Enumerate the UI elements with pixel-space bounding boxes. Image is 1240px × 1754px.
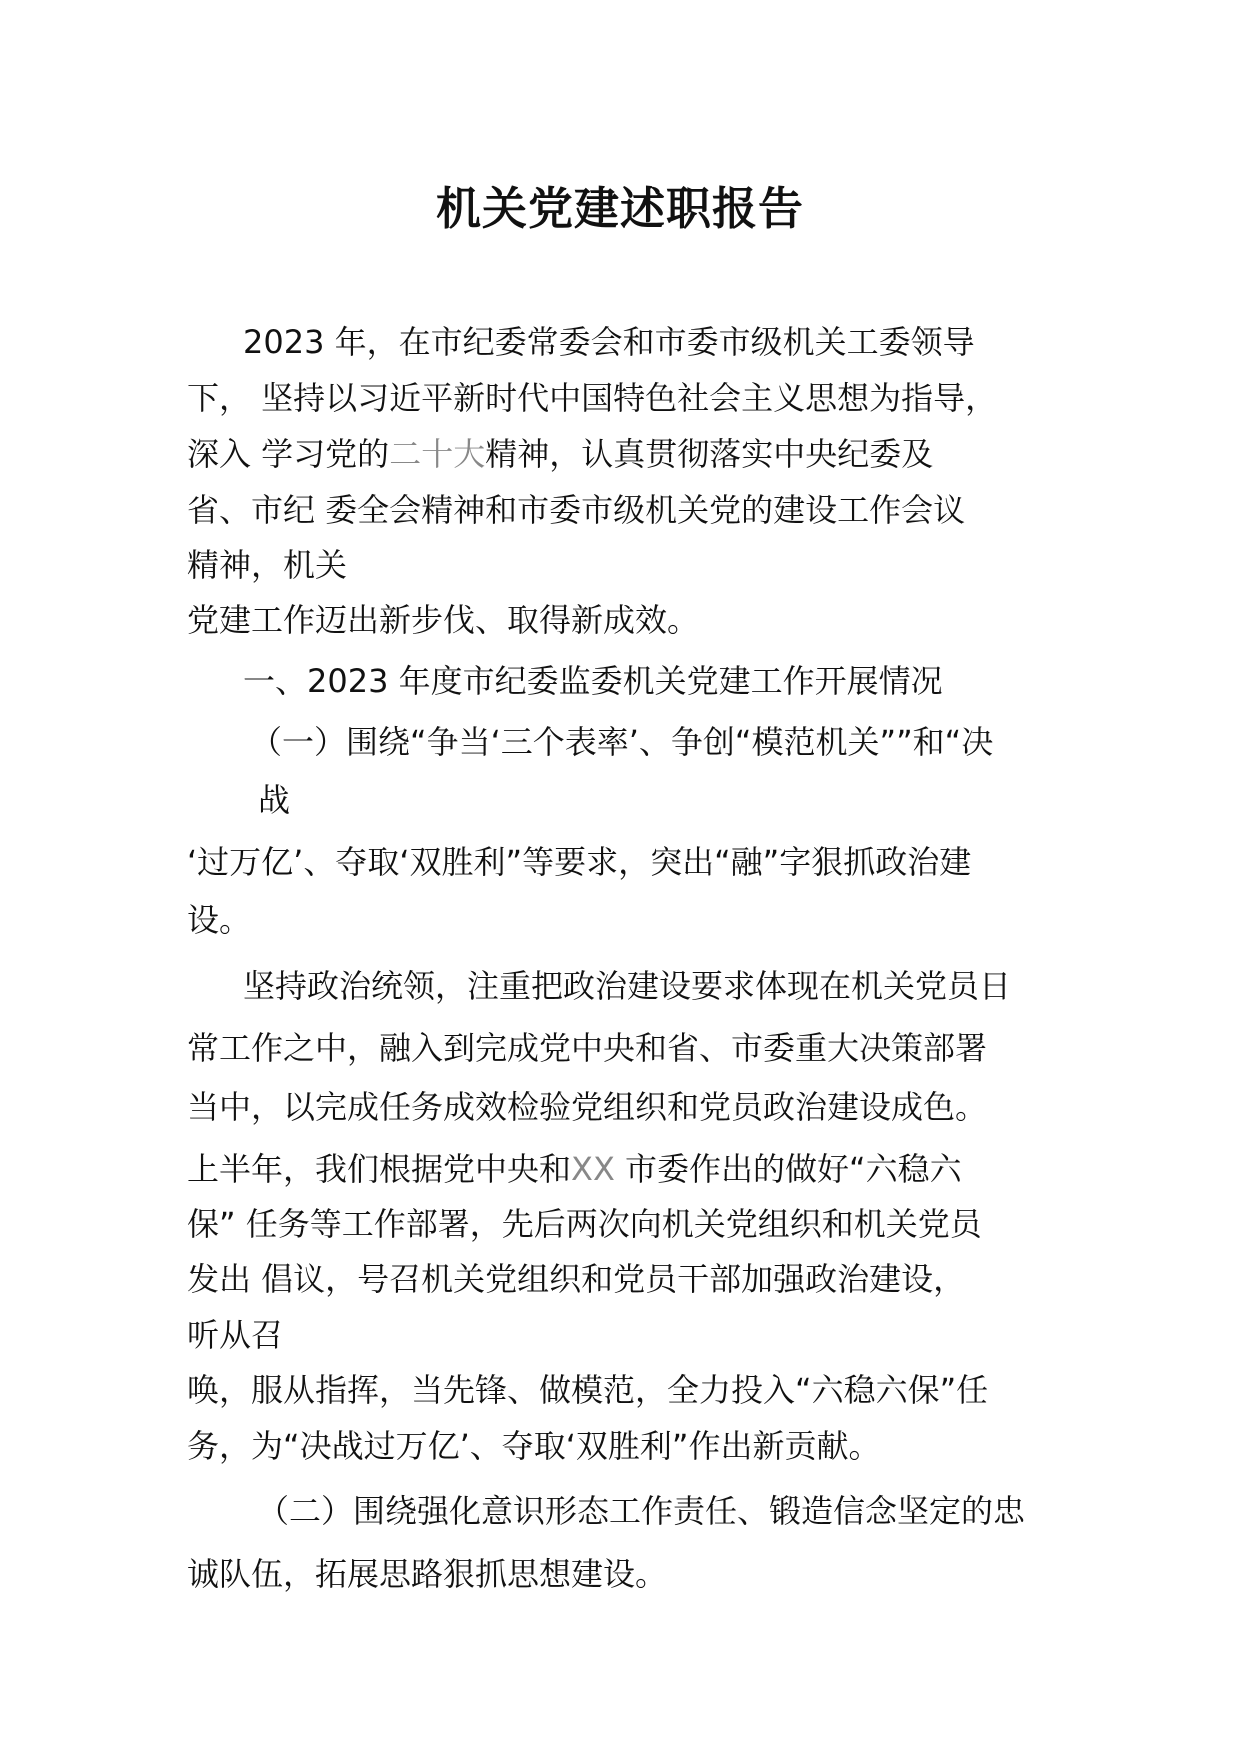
subsection-heading: ‘过万亿’、夺取‘双胜利”等要求，突出“融”字狠抓政治建 <box>187 843 972 881</box>
text-segment: 上半年，我们根据党中央和 <box>187 1150 572 1188</box>
paragraph-line: 唤，服从指挥，当先锋、做模范，全力投入“六稳六保”任 <box>187 1371 989 1409</box>
paragraph-line: 保” 任务等工作部署，先后两次向机关党组织和机关党员 <box>187 1205 982 1243</box>
highlighted-text: XX <box>571 1150 615 1188</box>
paragraph-line: 下， 坚持以习近平新时代中国特色社会主义思想为指导， <box>187 379 998 417</box>
paragraph-line: 常工作之中，融入到完成党中央和省、市委重大决策部署 <box>187 1029 988 1067</box>
subsection-heading: （一）围绕“争当‘三个表率’、争创“模范机关””和“决 <box>250 723 994 761</box>
paragraph-line: 精神，机关 <box>187 546 348 584</box>
subsection-heading: 战 <box>258 781 291 819</box>
document-title: 机关党建述职报告 <box>435 182 804 235</box>
text-segment: 精神，认真贯彻落实中央纪委及 <box>485 435 934 473</box>
paragraph-line: 当中，以完成任务成效检验党组织和党员政治建设成色。 <box>187 1088 988 1126</box>
paragraph-line: 党建工作迈出新步伐、取得新成效。 <box>187 601 700 639</box>
subsection-heading: 设。 <box>187 901 252 939</box>
paragraph-line <box>187 1149 962 1189</box>
highlighted-text: 二十大 <box>389 435 486 473</box>
paragraph-line: 务，为“决战过万亿’、夺取‘双胜利”作出新贡献。 <box>187 1427 881 1465</box>
paragraph-line: 省、市纪 委全会精神和市委市级机关党的建设工作会议 <box>187 491 966 529</box>
paragraph-line: 2023 年，在市纪委常委会和市委市级机关工委领导 <box>243 323 975 361</box>
paragraph-line <box>187 434 933 474</box>
paragraph-line: 听从召 <box>187 1316 284 1354</box>
subsection-heading: （二）围绕强化意识形态工作责任、锻造信念坚定的忠 <box>257 1492 1026 1530</box>
text-segment: 深入 学习党的 <box>187 435 390 473</box>
paragraph-line: 坚持政治统领，注重把政治建设要求体现在机关党员日 <box>243 967 1012 1005</box>
text-segment: 市委作出的做好“六稳六 <box>614 1150 962 1188</box>
section-heading: 一、2023 年度市纪委监委机关党建工作开展情况 <box>243 662 943 700</box>
subsection-heading: 诚队伍，拓展思路狠抓思想建设。 <box>187 1555 668 1593</box>
paragraph-line: 发出 倡议，号召机关党组织和党员干部加强政治建设， <box>187 1260 966 1298</box>
